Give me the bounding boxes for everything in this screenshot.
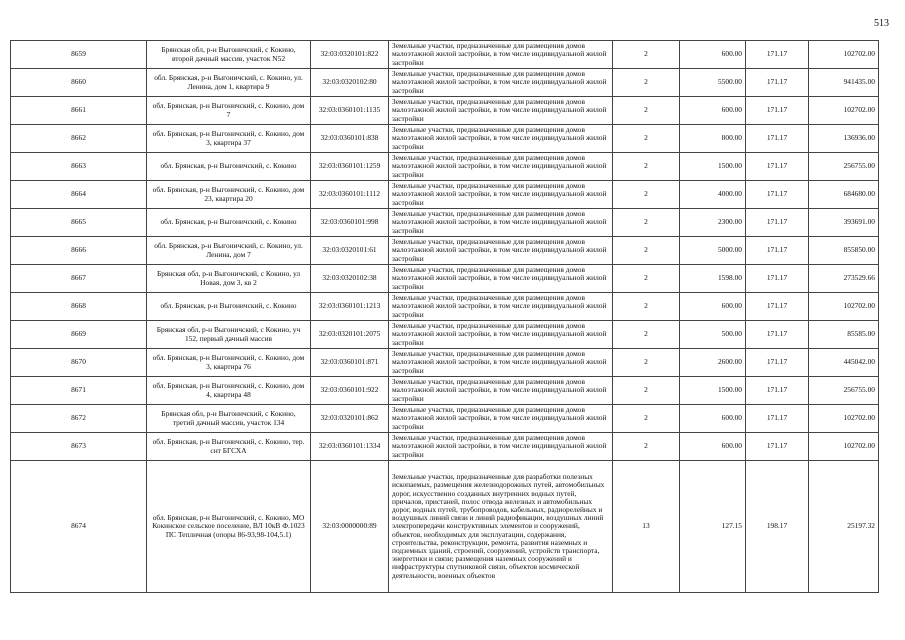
address-cell: обл. Брянская, р-н Выгоничский, с. Кокино, МО Кокинское сельское поселение, ВЛ 10кВ Ф.1023 ПС Тепличная (опоры 86-93,98-104,5.1) bbox=[147, 461, 311, 593]
address-cell: Брянская обл, р-н Выгоничский, с Кокино, уч 152, первый дачный массив bbox=[147, 321, 311, 349]
group-cell: 2 bbox=[613, 181, 680, 209]
group-cell: 2 bbox=[613, 265, 680, 293]
table-row bbox=[11, 265, 879, 293]
land-use-cell: Земельные участки, предназначенные для размещения домов малоэтажной жилой застройки, в том числе индивидуальной жилой застройки bbox=[389, 153, 613, 181]
area-cell: 2600.00 bbox=[680, 349, 746, 377]
land-use-cell: Земельные участки, предназначенные для размещения домов малоэтажной жилой застройки, в том числе индивидуальной жилой застройки bbox=[389, 405, 613, 433]
table-row bbox=[11, 125, 879, 153]
row-number: 8673 bbox=[11, 433, 147, 461]
address-cell: Брянская обл, р-н Выгоничский, с Кокино, ул Новая, дом 3, кв 2 bbox=[147, 265, 311, 293]
cadastral-number-cell: 32:03:0320101:61 bbox=[311, 237, 389, 265]
table-row bbox=[11, 405, 879, 433]
address-cell: обл. Брянская, р-н Выгоничский, с. Кокино bbox=[147, 153, 311, 181]
land-registry-table bbox=[10, 40, 879, 593]
table-row bbox=[11, 41, 879, 69]
cadastral-number-cell: 32:03:0320101:2075 bbox=[311, 321, 389, 349]
specific-value-cell: 171.17 bbox=[746, 321, 809, 349]
cadastral-number-cell: 32:03:0360101:1112 bbox=[311, 181, 389, 209]
land-use-cell: Земельные участки, предназначенные для размещения домов малоэтажной жилой застройки, в том числе индивидуальной жилой застройки bbox=[389, 265, 613, 293]
cadastral-value-cell: 25197.32 bbox=[809, 461, 879, 593]
cadastral-number-cell: 32:03:0360101:1213 bbox=[311, 293, 389, 321]
cadastral-value-cell: 102702.00 bbox=[809, 433, 879, 461]
land-use-cell: Земельные участки, предназначенные для размещения домов малоэтажной жилой застройки, в том числе индивидуальной жилой застройки bbox=[389, 349, 613, 377]
cadastral-value-cell: 256755.00 bbox=[809, 377, 879, 405]
table-row bbox=[11, 237, 879, 265]
group-cell: 2 bbox=[613, 41, 680, 69]
row-number: 8674 bbox=[11, 461, 147, 593]
group-cell: 2 bbox=[613, 377, 680, 405]
group-cell: 13 bbox=[613, 461, 680, 593]
table-body bbox=[11, 41, 879, 593]
table-row bbox=[11, 433, 879, 461]
cadastral-value-cell: 102702.00 bbox=[809, 41, 879, 69]
row-number: 8664 bbox=[11, 181, 147, 209]
specific-value-cell: 171.17 bbox=[746, 349, 809, 377]
area-cell: 127.15 bbox=[680, 461, 746, 593]
address-cell: обл. Брянская, р-н Выгоничский, с. Кокино, ул. Ленина, дом 1, квартира 9 bbox=[147, 69, 311, 97]
area-cell: 600.00 bbox=[680, 293, 746, 321]
area-cell: 4000.00 bbox=[680, 181, 746, 209]
cadastral-number-cell: 32:03:0360101:871 bbox=[311, 349, 389, 377]
cadastral-value-cell: 393691.00 bbox=[809, 209, 879, 237]
specific-value-cell: 171.17 bbox=[746, 377, 809, 405]
cadastral-value-cell: 273529.66 bbox=[809, 265, 879, 293]
cadastral-number-cell: 32:03:0360101:998 bbox=[311, 209, 389, 237]
cadastral-number-cell: 32:03:0320102:80 bbox=[311, 69, 389, 97]
address-cell: Брянская обл, р-н Выгоничский, с Кокино, третий дачный массив, участок 134 bbox=[147, 405, 311, 433]
specific-value-cell: 171.17 bbox=[746, 237, 809, 265]
group-cell: 2 bbox=[613, 153, 680, 181]
specific-value-cell: 171.17 bbox=[746, 69, 809, 97]
cadastral-value-cell: 102702.00 bbox=[809, 405, 879, 433]
row-number: 8669 bbox=[11, 321, 147, 349]
cadastral-value-cell: 941435.00 bbox=[809, 69, 879, 97]
row-number: 8668 bbox=[11, 293, 147, 321]
area-cell: 600.00 bbox=[680, 41, 746, 69]
table-row bbox=[11, 293, 879, 321]
row-number: 8665 bbox=[11, 209, 147, 237]
cadastral-number-cell: 32:03:0360101:838 bbox=[311, 125, 389, 153]
land-use-cell: Земельные участки, предназначенные для разработки полезных ископаемых, размещения железнодорожных путей, автомобильных дорог, искусственно созданных внутренних водных путей, причалов, пристаней, полос отвода железных и автомобильных дорог, водных путей, трубопроводов, кабельных, радиорелейных и воздушных линий связи и линий радиофикации, воздушных линий электропередачи конструктивных элементов и сооружений, объектов, необходимых для эксплуатации, содержания, строительства, реконструкции, ремонта, развития наземных и подземных зданий, строений, сооружений, устройств транспорта, энергетики и связи; размещения наземных сооружений и инфраструктуры спутниковой связи, объектов космической деятельности, военных объектов bbox=[389, 461, 613, 593]
group-cell: 2 bbox=[613, 433, 680, 461]
land-use-cell: Земельные участки, предназначенные для размещения домов малоэтажной жилой застройки, в том числе индивидуальной жилой застройки bbox=[389, 69, 613, 97]
land-use-cell: Земельные участки, предназначенные для размещения домов малоэтажной жилой застройки, в том числе индивидуальной жилой застройки bbox=[389, 125, 613, 153]
cadastral-value-cell: 85585.00 bbox=[809, 321, 879, 349]
group-cell: 2 bbox=[613, 97, 680, 125]
specific-value-cell: 171.17 bbox=[746, 265, 809, 293]
table-row bbox=[11, 209, 879, 237]
cadastral-number-cell: 32:03:0000000:89 bbox=[311, 461, 389, 593]
land-use-cell: Земельные участки, предназначенные для размещения домов малоэтажной жилой застройки, в том числе индивидуальной жилой застройки bbox=[389, 237, 613, 265]
land-use-cell: Земельные участки, предназначенные для размещения домов малоэтажной жилой застройки, в том числе индивидуальной жилой застройки bbox=[389, 209, 613, 237]
group-cell: 2 bbox=[613, 293, 680, 321]
group-cell: 2 bbox=[613, 69, 680, 97]
area-cell: 500.00 bbox=[680, 321, 746, 349]
specific-value-cell: 171.17 bbox=[746, 433, 809, 461]
area-cell: 1500.00 bbox=[680, 153, 746, 181]
area-cell: 800.00 bbox=[680, 125, 746, 153]
row-number: 8662 bbox=[11, 125, 147, 153]
address-cell: обл. Брянская, р-н Выгоничский, с. Кокино, дом 3, квартира 37 bbox=[147, 125, 311, 153]
land-use-cell: Земельные участки, предназначенные для размещения домов малоэтажной жилой застройки, в том числе индивидуальной жилой застройки bbox=[389, 433, 613, 461]
specific-value-cell: 171.17 bbox=[746, 97, 809, 125]
area-cell: 2300.00 bbox=[680, 209, 746, 237]
area-cell: 1500.00 bbox=[680, 377, 746, 405]
table-row bbox=[11, 153, 879, 181]
cadastral-number-cell: 32:03:0360101:922 bbox=[311, 377, 389, 405]
cadastral-value-cell: 256755.00 bbox=[809, 153, 879, 181]
address-cell: обл. Брянская, р-н Выгоничский, с. Кокино, ул. Ленина, дом 7 bbox=[147, 237, 311, 265]
specific-value-cell: 198.17 bbox=[746, 461, 809, 593]
cadastral-value-cell: 102702.00 bbox=[809, 97, 879, 125]
address-cell: обл. Брянская, р-н Выгоничский, с. Кокино, дом 7 bbox=[147, 97, 311, 125]
row-number: 8663 bbox=[11, 153, 147, 181]
cadastral-value-cell: 855850.00 bbox=[809, 237, 879, 265]
land-use-cell: Земельные участки, предназначенные для размещения домов малоэтажной жилой застройки, в том числе индивидуальной жилой застройки bbox=[389, 97, 613, 125]
group-cell: 2 bbox=[613, 209, 680, 237]
cadastral-value-cell: 684680.00 bbox=[809, 181, 879, 209]
row-number: 8671 bbox=[11, 377, 147, 405]
row-number: 8667 bbox=[11, 265, 147, 293]
group-cell: 2 bbox=[613, 405, 680, 433]
cadastral-number-cell: 32:03:0360101:1135 bbox=[311, 97, 389, 125]
specific-value-cell: 171.17 bbox=[746, 41, 809, 69]
area-cell: 600.00 bbox=[680, 405, 746, 433]
row-number: 8661 bbox=[11, 97, 147, 125]
cadastral-value-cell: 445042.00 bbox=[809, 349, 879, 377]
land-use-cell: Земельные участки, предназначенные для размещения домов малоэтажной жилой застройки, в том числе индивидуальной жилой застройки bbox=[389, 181, 613, 209]
cadastral-value-cell: 136936.00 bbox=[809, 125, 879, 153]
land-use-cell: Земельные участки, предназначенные для размещения домов малоэтажной жилой застройки, в том числе индивидуальной жилой застройки bbox=[389, 41, 613, 69]
group-cell: 2 bbox=[613, 321, 680, 349]
specific-value-cell: 171.17 bbox=[746, 209, 809, 237]
page-number: 513 bbox=[874, 18, 889, 29]
specific-value-cell: 171.17 bbox=[746, 405, 809, 433]
table-row bbox=[11, 181, 879, 209]
address-cell: обл. Брянская, р-н Выгоничский, с. Кокино, дом 23, квартира 20 bbox=[147, 181, 311, 209]
land-use-cell: Земельные участки, предназначенные для размещения домов малоэтажной жилой застройки, в том числе индивидуальной жилой застройки bbox=[389, 377, 613, 405]
table-row bbox=[11, 321, 879, 349]
group-cell: 2 bbox=[613, 349, 680, 377]
cadastral-number-cell: 32:03:0320101:862 bbox=[311, 405, 389, 433]
area-cell: 600.00 bbox=[680, 97, 746, 125]
table-row bbox=[11, 97, 879, 125]
row-number: 8666 bbox=[11, 237, 147, 265]
table-row bbox=[11, 461, 879, 593]
address-cell: обл. Брянская, р-н Выгоничский, с. Кокино, дом 4, квартира 48 bbox=[147, 377, 311, 405]
area-cell: 1598.00 bbox=[680, 265, 746, 293]
group-cell: 2 bbox=[613, 237, 680, 265]
address-cell: обл. Брянская, р-н Выгоничский, с. Кокино bbox=[147, 293, 311, 321]
row-number: 8670 bbox=[11, 349, 147, 377]
group-cell: 2 bbox=[613, 125, 680, 153]
land-use-cell: Земельные участки, предназначенные для размещения домов малоэтажной жилой застройки, в том числе индивидуальной жилой застройки bbox=[389, 321, 613, 349]
cadastral-number-cell: 32:03:0360101:1334 bbox=[311, 433, 389, 461]
address-cell: Брянская обл, р-н Выгоничский, с Кокино, второй дачный массив, участок N52 bbox=[147, 41, 311, 69]
cadastral-value-cell: 102702.00 bbox=[809, 293, 879, 321]
cadastral-number-cell: 32:03:0320101:822 bbox=[311, 41, 389, 69]
row-number: 8660 bbox=[11, 69, 147, 97]
address-cell: обл. Брянская, р-н Выгоничский, с. Кокино, тер. снт БГСХА bbox=[147, 433, 311, 461]
specific-value-cell: 171.17 bbox=[746, 153, 809, 181]
table-row bbox=[11, 349, 879, 377]
specific-value-cell: 171.17 bbox=[746, 125, 809, 153]
table-row bbox=[11, 69, 879, 97]
row-number: 8672 bbox=[11, 405, 147, 433]
cadastral-number-cell: 32:03:0320102:38 bbox=[311, 265, 389, 293]
area-cell: 5000.00 bbox=[680, 237, 746, 265]
specific-value-cell: 171.17 bbox=[746, 293, 809, 321]
area-cell: 5500.00 bbox=[680, 69, 746, 97]
cadastral-number-cell: 32:03:0360101:1259 bbox=[311, 153, 389, 181]
address-cell: обл. Брянская, р-н Выгоничский, с. Кокино bbox=[147, 209, 311, 237]
area-cell: 600.00 bbox=[680, 433, 746, 461]
address-cell: обл. Брянская, р-н Выгоничский, с. Кокино, дом 3, квартира 76 bbox=[147, 349, 311, 377]
table-row bbox=[11, 377, 879, 405]
land-use-cell: Земельные участки, предназначенные для размещения домов малоэтажной жилой застройки, в том числе индивидуальной жилой застройки bbox=[389, 293, 613, 321]
row-number: 8659 bbox=[11, 41, 147, 69]
specific-value-cell: 171.17 bbox=[746, 181, 809, 209]
